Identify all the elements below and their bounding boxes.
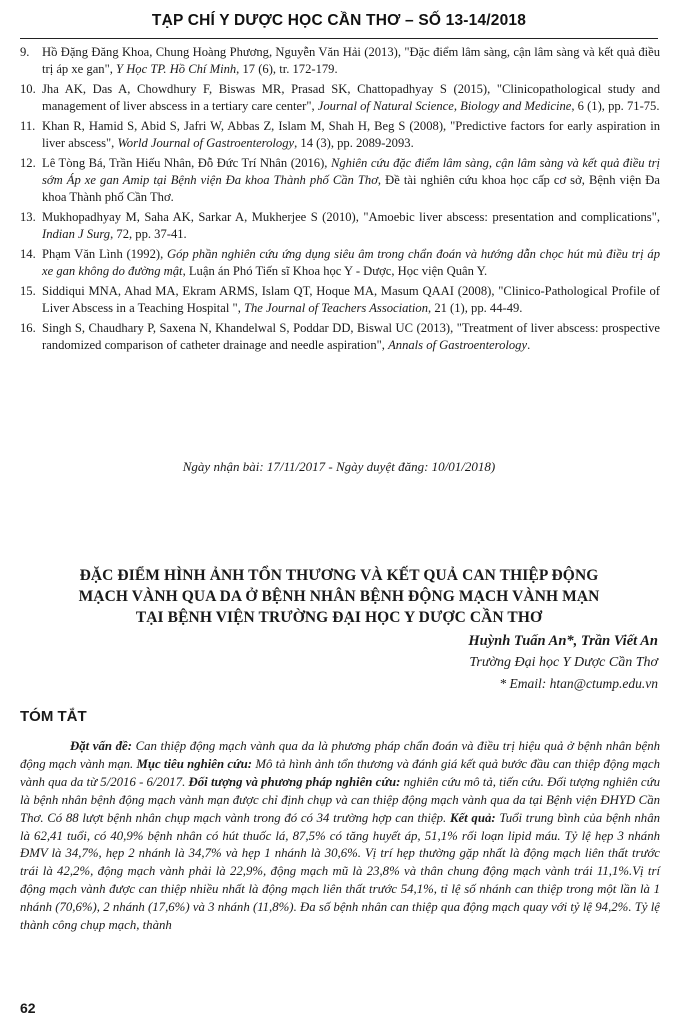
reference-text: Mukhopadhyay M, Saha AK, Sarkar A, Mukherjee S (2010), "Amoebic liver abscess: presentation and complications", [42,210,660,224]
reference-source: Góp phần nghiên cứu ứng dụng siêu âm trong chẩn đoán và hướng dẫn chọc hút mủ điều trị áp xe gan không do đường mật [42,247,660,278]
reference-number: 16. [20,321,36,335]
reference-number: 9. [20,45,30,59]
abstract-text-results: Tuổi trung bình của bệnh nhân là 62,41 tuổi, có 40,9% bệnh nhân có hút thuốc lá, 87,5% có tăng huyết áp, 51,1% rối loạn lipid máu. Tỷ lệ hẹp 3 nhánh ĐMV là 34,7%, hẹp 2 nhánh là 34,7% và hẹp 1 nhánh là 30,6%. Vị trí hẹp thường gặp nhất là động mạch liên thất trước trái là 42,2%, động mạch vành phải là 22,9%, động mạch mũ là 23,8% và thân chung động mạch vành trái 11,1%.Vị trí động mạch vành được can thiệp nhiều nhất là động mạch liên thất trước 54,1%, tỉ lệ số nhánh can thiệp trong một lần là 1 nhánh (70,6%), 2 nhánh (17,6%) và 3 nhánh (11,8%). Đa số bệnh nhân can thiệp qua động mạch quay với tỷ lệ 94,2%. Tỷ lệ thành công chụp mạch, thành [20,810,661,933]
article-title-line: TẠI BỆNH VIỆN TRƯỜNG ĐẠI HỌC Y DƯỢC CẦN THƠ [135,609,543,626]
received-date-line: Ngày nhận bài: 17/11/2017 - Ngày duyệt đăng: 10/01/2018) [182,459,496,474]
reference-text: Jha AK, Das A, Chowdhury F, Biswas MR, Prasad SK, Chattopadhyay S (2015), "Clinicopathological study and management of liver abscess in a tertiary care center", [42,82,660,113]
abstract-label-background: Đặt vấn đề: [70,739,132,753]
abstract-text-methods: nghiên cứu mô tả, tiến cứu. Đối tượng nghiên cứu là bệnh nhân bệnh động mạch vành mạn được chỉ định chụp và can thiệp động mạch vành qua da tại Bệnh viện ĐHYD Cần Thơ. Có 88 lượt bệnh nhân chụp mạch vành trong đó có 34 trường hợp can thiệp. [20,774,660,825]
abstract-heading: TÓM TẮT [20,708,87,725]
reference-item [20,155,660,206]
reference-list [20,44,660,357]
reference-number: 11. [20,119,36,133]
reference-text: Siddiqui MNA, Ahad MA, Ekram ARMS, Islam QT, Hoque MA, Masum QAAI (2008), "Clinico-Pathological Profile of Liver Abscess in a Teaching Hospital ", [42,284,660,315]
reference-number: 15. [20,284,36,298]
reference-details: , 72, pp. 37-41. [110,227,187,241]
article-title [20,565,658,628]
reference-source: Y Học TP. Hồ Chí Minh [116,62,237,76]
reference-number: 14. [20,247,36,261]
reference-text: Singh S, Chaudhary P, Saxena N, Khandelwal S, Poddar DD, Biswal UC (2013), "Treatment of liver abscess: prospective randomized comparison of catheter drainage and needle aspiration", [42,321,660,352]
reference-text: Lê Tòng Bá, Trần Hiếu Nhân, Đỗ Đức Trí Nhân (2016), [42,156,331,170]
reference-source: Indian J Surg [42,227,111,241]
authors: Huỳnh Tuấn An*, Trần Viết An [468,633,658,649]
reference-text: Hồ Đặng Đăng Khoa, Chung Hoàng Phương, Nguyễn Văn Hải (2013), "Đặc điểm lâm sàng, cận lâm sàng và kết quả điều trị áp xe gan", [42,45,660,76]
reference-details: , 21 (1), pp. 44-49. [428,301,523,315]
reference-number: 12. [20,156,36,170]
reference-number: 13. [20,210,36,224]
reference-source: The Journal of Teachers Association [244,301,429,315]
reference-item [20,283,660,317]
reference-source: Nghiên cứu đặc điểm lâm sàng, cận lâm sàng và kết quả điều trị sớm Áp xe gan Amip tại Bệnh viện Đa khoa Thành phố Cần Thơ [42,156,660,187]
reference-text: Phạm Văn Lình (1992), [42,247,168,261]
reference-item [20,81,660,115]
reference-item [20,44,660,78]
affiliation: Trường Đại học Y Dược Cần Thơ [469,655,658,670]
reference-details: , Đề tài nghiên cứu khoa học cấp cơ sở, Bệnh viện Đa khoa Thành phố Cần Thơ. [42,173,660,204]
abstract-text-objective: Mô tả hình ảnh tổn thương và đánh giá kết quả bước đầu can thiệp động mạch vành qua da từ 5/2016 - 6/2017. [20,756,660,789]
abstract-label-methods: Đối tượng và phương pháp nghiên cứu: [188,774,401,789]
reference-source: Annals of Gastroenterology [388,338,528,352]
reference-item [20,209,660,243]
reference-item [20,246,660,280]
reference-source: Journal of Natural Science, Biology and Medicine [317,99,572,113]
reference-details: , 14 (3), pp. 2089-2093. [294,136,414,150]
journal-header: TẠP CHÍ Y DƯỢC HỌC CẦN THƠ – SỐ 13-14/2018 [151,12,527,29]
reference-source: World Journal of Gastroenterology [117,136,295,150]
reference-details: , Luận án Phó Tiến sĩ Khoa học Y - Dược, Học viện Quân Y. [182,264,488,278]
abstract-label-objective: Mục tiêu nghiên cứu: [136,756,253,771]
header-rule [20,38,658,39]
abstract-label-results: Kết quả: [449,810,496,825]
reference-item [20,118,660,152]
reference-item [20,320,660,354]
article-title-line: ĐẶC ĐIỂM HÌNH ẢNH TỔN THƯƠNG VÀ KẾT QUẢ CAN THIỆP ĐỘNG [79,567,599,584]
reference-details: , 6 (1), pp. 71-75. [571,99,660,113]
reference-details: . [527,338,531,352]
page-number: 62 [20,1000,36,1016]
article-title-line: MẠCH VÀNH QUA DA Ở BỆNH NHÂN BỆNH ĐỘNG MẠCH VÀNH MẠN [78,588,600,605]
abstract-body [20,738,660,935]
author-email: * Email: htan@ctump.edu.vn [499,676,658,691]
abstract-text-background: Can thiệp động mạch vành qua da là phương pháp chẩn đoán và điều trị hiệu quả ở bệnh nhân bệnh động mạch vành mạn. [20,739,660,771]
reference-details: , 17 (6), tr. 172-179. [236,62,338,76]
reference-text: Khan R, Hamid S, Abid S, Jafri W, Abbas Z, Islam M, Shah H, Beg S (2008), "Predictive factors for early aspiration in liver abscess", [42,119,660,150]
reference-number: 10. [20,82,36,96]
